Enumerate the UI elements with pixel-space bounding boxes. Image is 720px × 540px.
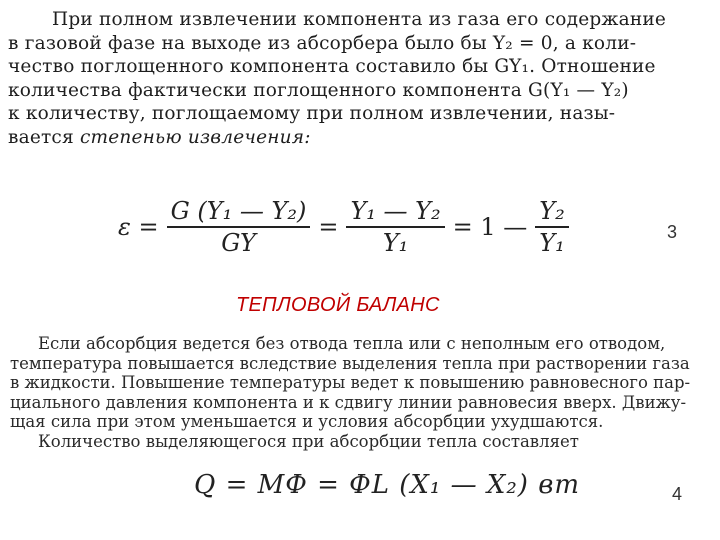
text-line: к количеству, поглощаемому при полном извлечении, назы- bbox=[8, 103, 616, 124]
equals-sign: = bbox=[318, 213, 339, 241]
text-line: При полном извлечении компонента из газа его содержание bbox=[52, 9, 667, 30]
equation-number: 3 bbox=[667, 222, 678, 242]
equation-number: 4 bbox=[672, 484, 683, 504]
text-line: в жидкости. Повышение температуры ведет к повышению равновесного пар- bbox=[10, 373, 691, 392]
fraction-numerator: Y₂ bbox=[535, 196, 568, 228]
text-line: в газовой фазе на выходе из абсорбера было бы Y₂ = 0, а коли- bbox=[8, 32, 637, 54]
text-line: температура повышается вследствие выделения тепла при растворении газа bbox=[10, 353, 690, 373]
equation-extraction-degree bbox=[118, 192, 638, 262]
fraction-3 bbox=[535, 196, 568, 258]
equation-lhs: ε = bbox=[118, 213, 159, 241]
fraction-1 bbox=[167, 196, 311, 258]
text-line bbox=[8, 126, 708, 150]
paragraph-extraction-degree bbox=[8, 8, 708, 149]
text-line: Если абсорбция ведется без отвода тепла или с неполным его отводом, bbox=[38, 334, 666, 353]
fraction-denominator: Y₁ bbox=[382, 229, 409, 257]
fraction-numerator: G (Y₁ — Y₂) bbox=[167, 196, 311, 228]
section-heading: ТЕПЛОВОЙ БАЛАНС bbox=[236, 294, 440, 316]
text-fragment: вается bbox=[8, 126, 80, 148]
paragraph-heat-balance bbox=[10, 334, 706, 451]
fraction-numerator: Y₁ — Y₂ bbox=[346, 196, 444, 228]
text-line: щая сила при этом уменьшается и условия абсорбции ухудшаются. bbox=[10, 412, 604, 431]
equation-heat-quantity: Q = MФ = ФL (X₁ — X₂) вт bbox=[194, 470, 580, 500]
fraction-denominator: Y₁ bbox=[539, 229, 565, 257]
text-line: количества фактически поглощенного компонента G(Y₁ — Y₂) bbox=[8, 79, 629, 101]
term-italic: степенью извлечения: bbox=[79, 126, 311, 148]
text-line: чество поглощенного компонента составило бы GY₁. Отношение bbox=[8, 56, 656, 77]
equation-constant: = 1 — bbox=[452, 213, 528, 241]
text-line: Количество выделяющегося при абсорбции тепла составляет bbox=[38, 431, 579, 451]
fraction-denominator: GY bbox=[221, 229, 256, 257]
fraction-2 bbox=[346, 196, 444, 258]
text-line: циального давления компонента и к сдвигу линии равновесия вверх. Движу- bbox=[10, 392, 687, 412]
